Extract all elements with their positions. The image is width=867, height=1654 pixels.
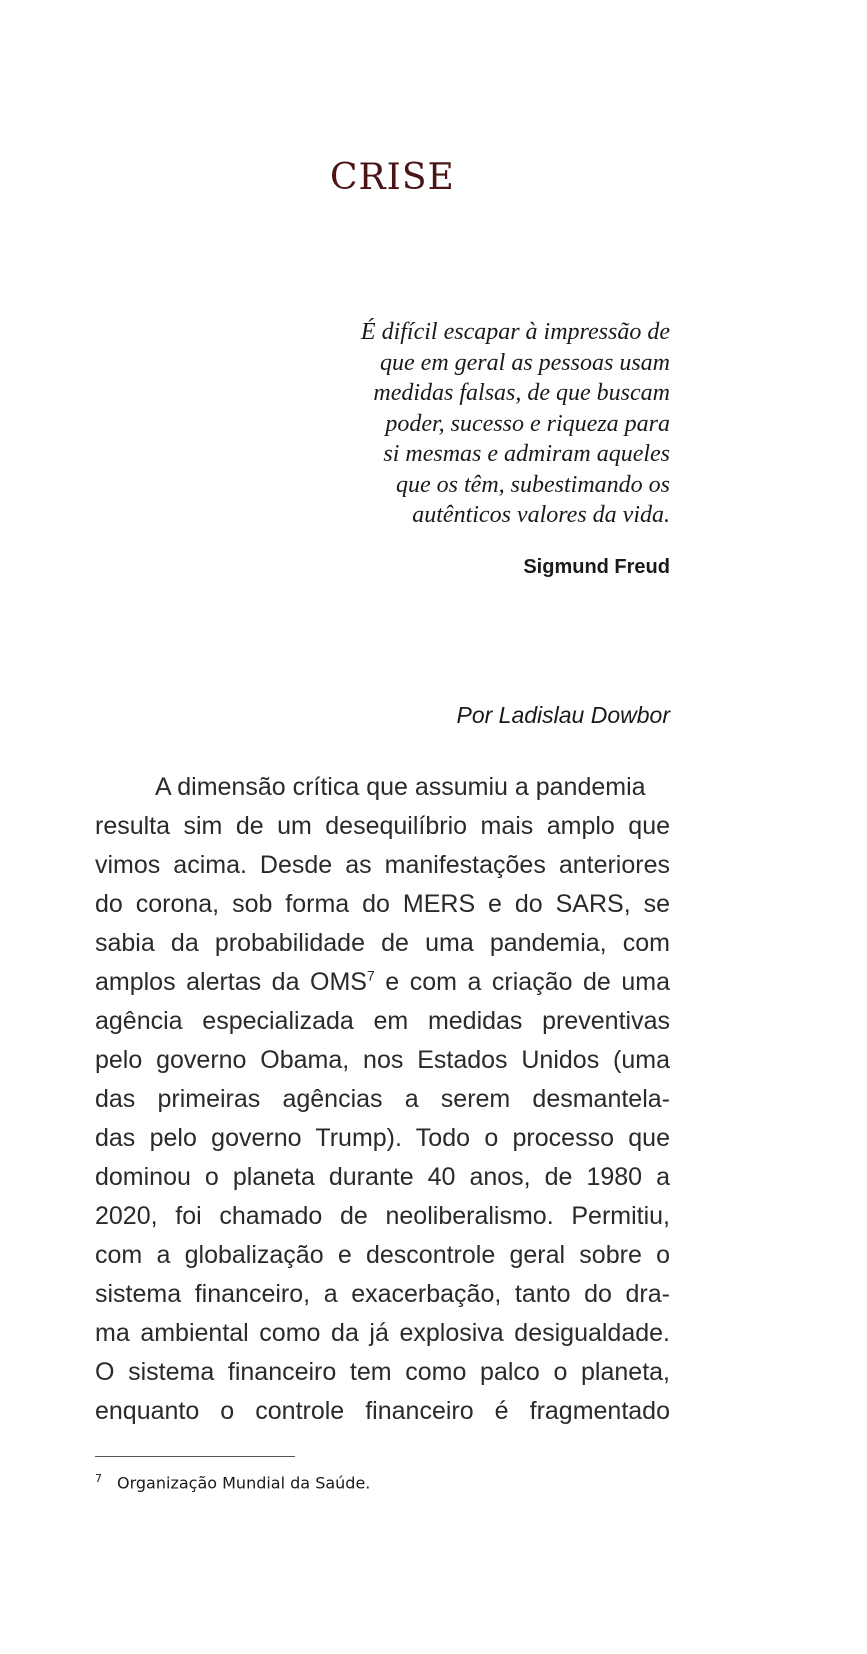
epigraph-line: medidas falsas, de que buscam [373, 380, 670, 406]
epigraph-line: autênticos valores da vida. [412, 502, 670, 528]
body-line: sistema financeiro, a exacerbação, tanto do dra- [95, 1280, 670, 1308]
body-line: pelo governo Obama, nos Estados Unidos (uma [95, 1046, 670, 1074]
body-line: agência especializada em medidas preventivas [95, 1007, 670, 1035]
body-line: enquanto o controle financeiro é fragmentado [95, 1397, 670, 1425]
body-paragraph [95, 768, 670, 1431]
body-line: dominou o planeta durante 40 anos, de 1980 a [95, 1163, 670, 1191]
body-line: O sistema financeiro tem como palco o planeta, [95, 1358, 670, 1386]
body-line: A dimensão crítica que assumiu a pandemia [155, 773, 646, 801]
footnote [95, 1472, 370, 1492]
body-line: ma ambiental como da já explosiva desigualdade. [95, 1319, 670, 1347]
footnote-reference[interactable]: 7 [366, 967, 375, 984]
body-line: sabia da probabilidade de uma pandemia, com [95, 929, 670, 957]
footnote-text: Organização Mundial da Saúde. [117, 1473, 371, 1493]
body-text-segment: e com a criação de uma [374, 968, 670, 996]
body-line: das pelo governo Trump). Todo o processo que [95, 1124, 670, 1152]
body-line [95, 963, 670, 1002]
epigraph-author: Sigmund Freud [523, 556, 670, 578]
epigraph-line: É difícil escapar à impressão de [360, 319, 670, 345]
footnote-divider [95, 1456, 295, 1457]
body-line: das primeiras agências a serem desmantela- [95, 1085, 670, 1113]
chapter-title: CRISE [330, 157, 455, 198]
body-line: resulta sim de um desequilíbrio mais amplo que [95, 812, 670, 840]
epigraph-line: que os têm, subestimando os [396, 471, 670, 498]
body-text-segment: amplos alertas da OMS [95, 968, 367, 996]
body-line: vimos acima. Desde as manifestações anteriores [95, 851, 670, 879]
author-byline: Por Ladislau Dowbor [456, 702, 670, 728]
body-line: do corona, sob forma do MERS e do SARS, se [95, 890, 670, 918]
epigraph-line: poder, sucesso e riqueza para [385, 410, 670, 437]
body-line: 2020, foi chamado de neoliberalismo. Permitiu, [95, 1202, 670, 1230]
footnote-number: 7 [95, 1472, 102, 1485]
epigraph-line: si mesmas e admiram aqueles [383, 441, 670, 467]
epigraph-line: que em geral as pessoas usam [380, 349, 670, 376]
body-line: com a globalização e descontrole geral sobre o [95, 1241, 670, 1269]
epigraph-quote [300, 317, 670, 531]
